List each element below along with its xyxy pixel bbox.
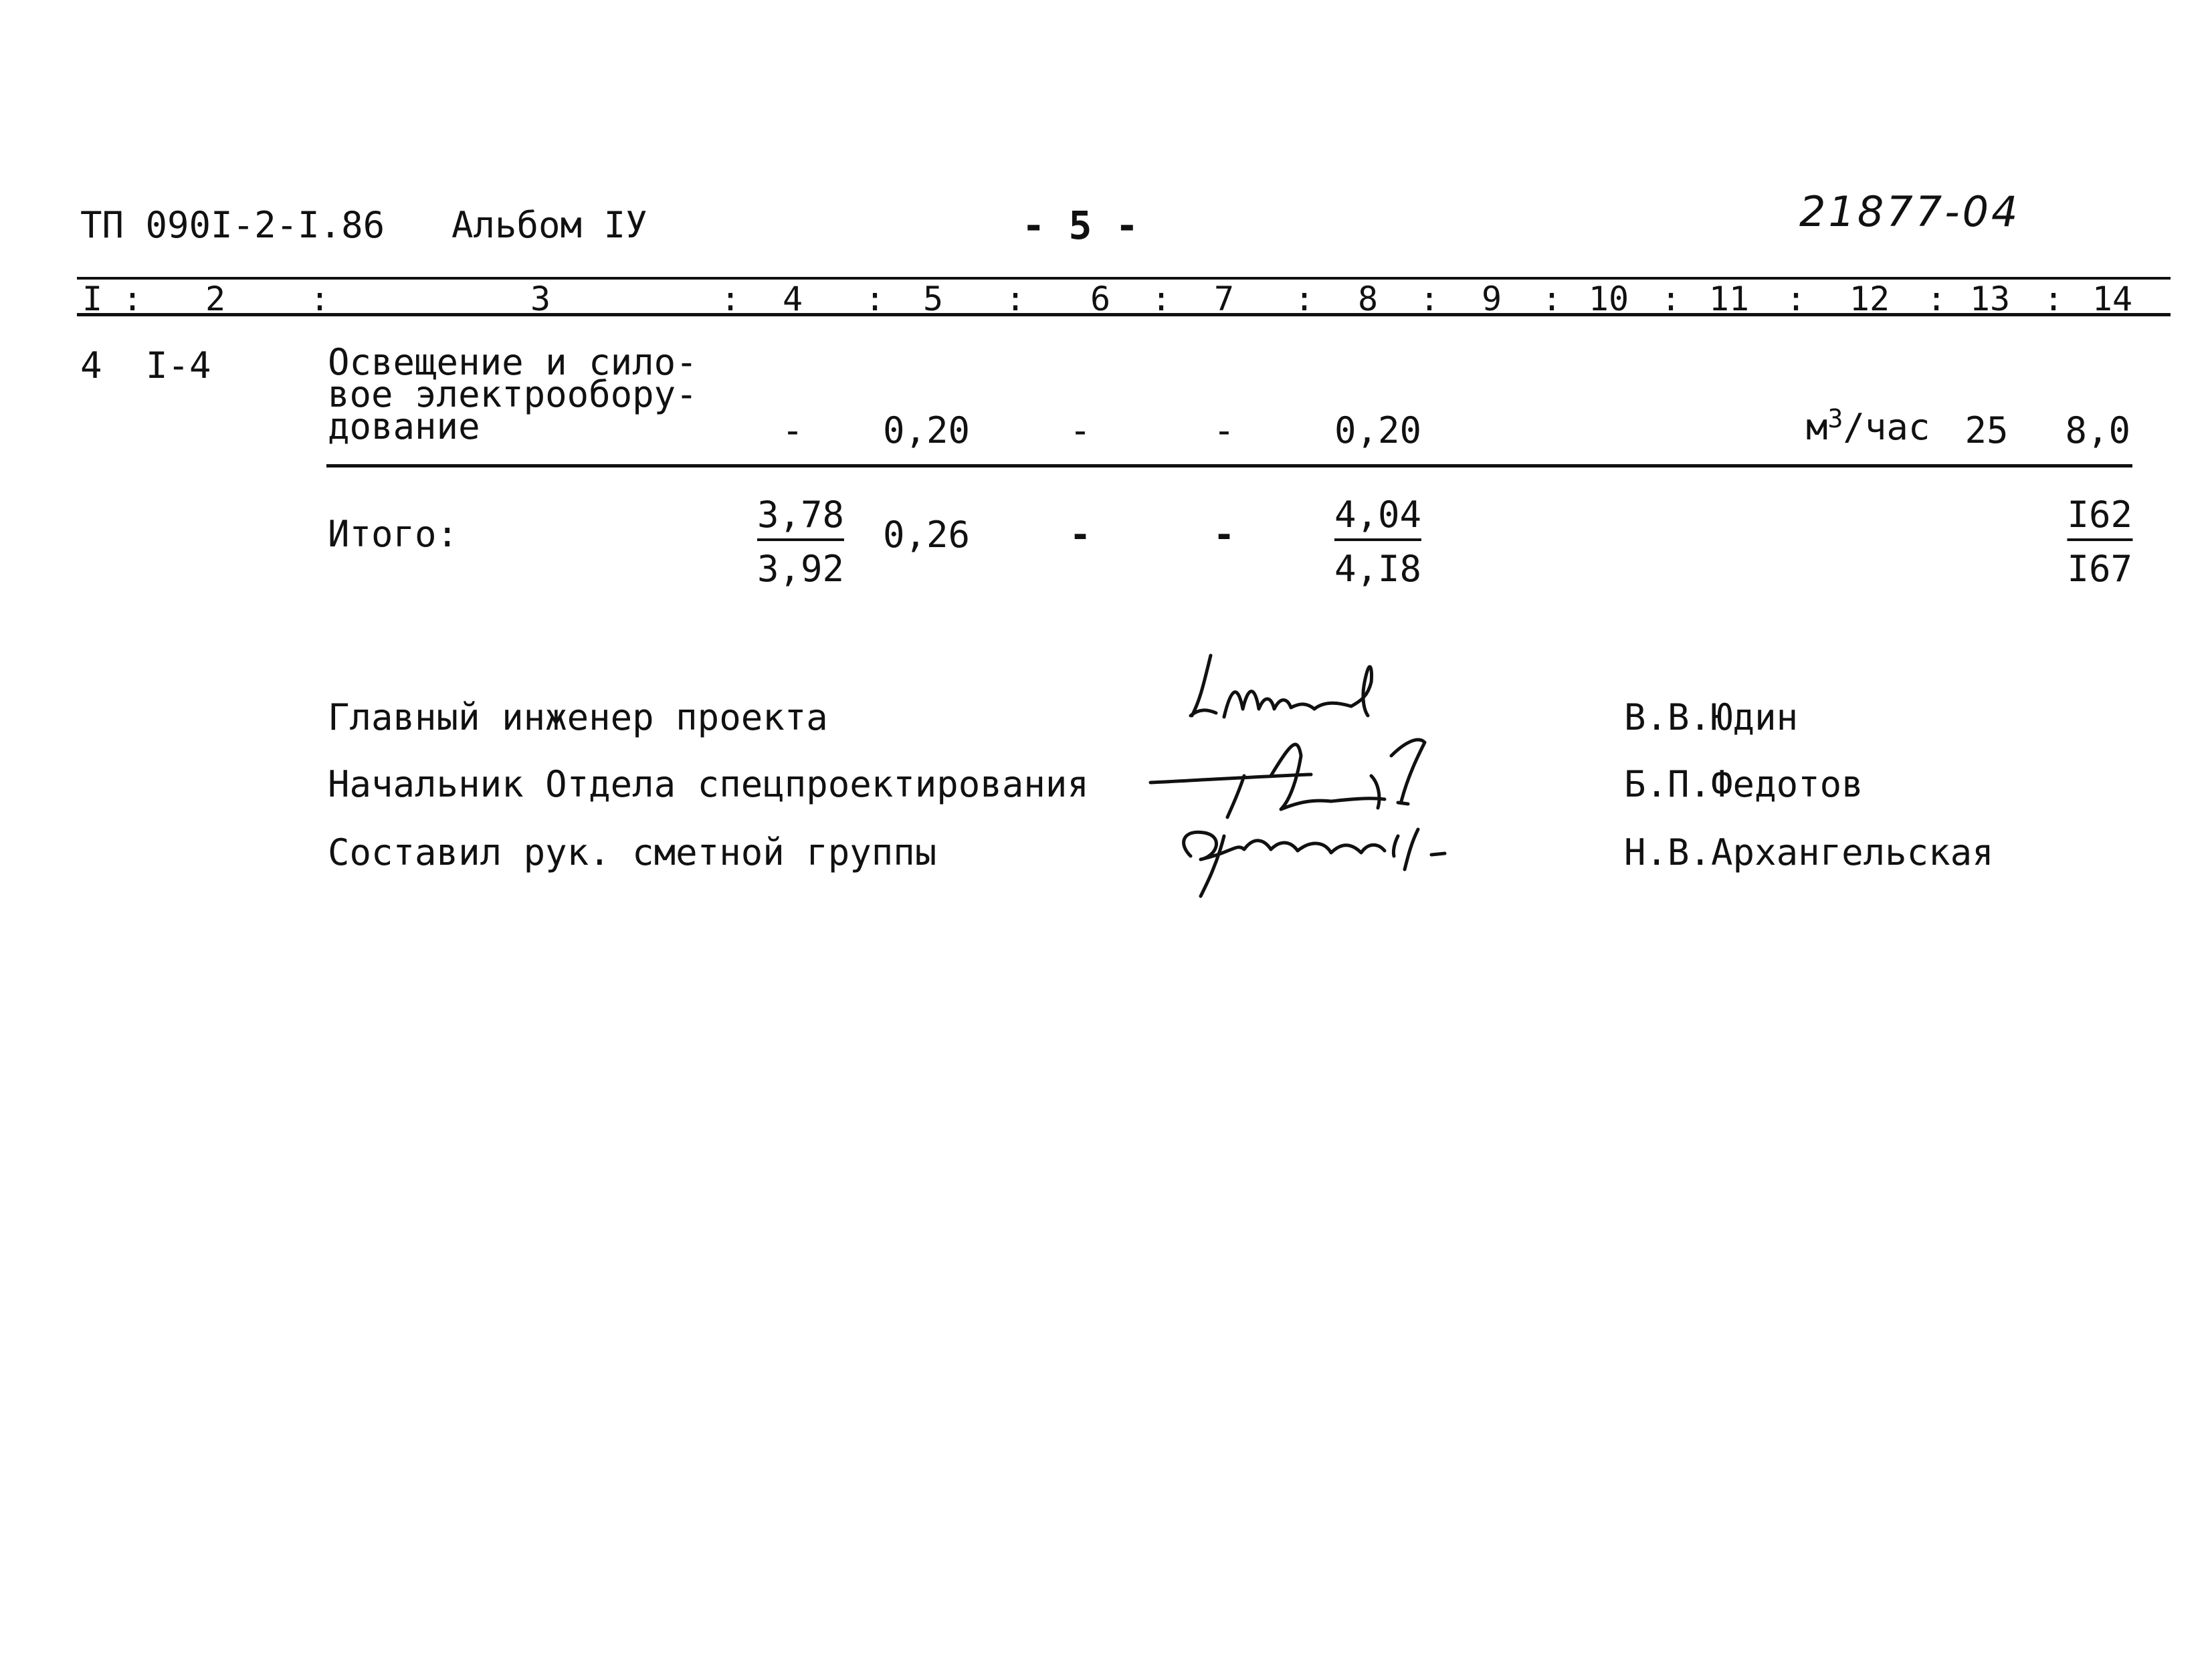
col-separator: : (1926, 280, 1947, 318)
total-col14-bottom: I67 (2067, 548, 2132, 590)
col-num-12: 12 (1849, 280, 1890, 318)
row-col7: - (1213, 409, 1235, 451)
total-col14 (2067, 494, 2132, 590)
total-col4-top: 3,78 (757, 494, 844, 541)
signature-title-department-head: Начальник Отдела спецпроектирования (328, 763, 1089, 805)
col-num-5: 5 (922, 280, 944, 318)
total-col7: - (1213, 514, 1235, 556)
row-col2: I-4 (146, 344, 211, 387)
signature-name-estimator: Н.В.Архангельская (1624, 831, 1994, 873)
col-separator: : (1541, 280, 1563, 318)
col-num-1: I (82, 280, 103, 318)
unit-rest: /час (1843, 406, 1930, 448)
col-separator: : (720, 280, 741, 318)
col-num-6: 6 (1090, 280, 1111, 318)
col-num-3: 3 (530, 280, 551, 318)
total-col5: 0,26 (882, 514, 971, 556)
col-num-7: 7 (1213, 280, 1235, 318)
page-number: - 5 - (1021, 203, 1139, 248)
row-col4: - (781, 409, 804, 451)
signature-name-department-head: Б.П.Федотов (1624, 763, 1864, 805)
col-separator: : (1294, 280, 1315, 318)
col-num-9: 9 (1481, 280, 1502, 318)
description-line: вое электрообору- (328, 373, 698, 415)
col-num-10: 10 (1588, 280, 1629, 318)
total-label: Итого: (328, 513, 459, 555)
unit-superscript: 3 (1827, 404, 1843, 433)
col-separator: : (122, 280, 143, 318)
total-col8-bottom: 4,I8 (1334, 548, 1421, 590)
signature-name-chief-engineer: В.В.Юдин (1624, 696, 1799, 738)
col-separator: : (1150, 280, 1172, 318)
album-label: Альбом IУ (451, 204, 647, 246)
col-num-8: 8 (1357, 280, 1379, 318)
unit-base: м (1806, 406, 1828, 448)
total-col4 (757, 494, 844, 590)
signature-stroke-3 (1184, 829, 1445, 896)
total-col6: - (1069, 514, 1092, 556)
row-col14: 8,0 (2065, 409, 2130, 451)
archive-number: 21877-04 (1799, 187, 2021, 236)
total-col8 (1334, 494, 1421, 590)
row-divider (326, 464, 2132, 468)
col-separator: : (309, 280, 330, 318)
row-col6: - (1069, 409, 1092, 451)
col-separator: : (1785, 280, 1807, 318)
col-separator: : (1005, 280, 1026, 318)
row-col1: 4 (80, 344, 102, 387)
description-line: дование (328, 405, 480, 447)
col-separator: : (1419, 280, 1440, 318)
col-num-14: 14 (2092, 280, 2133, 318)
col-num-4: 4 (782, 280, 803, 318)
col-separator: : (864, 280, 886, 318)
handwritten-signatures (1137, 642, 1579, 910)
col-num-13: 13 (1969, 280, 2011, 318)
row-col5: 0,20 (882, 409, 971, 451)
col-num-2: 2 (205, 280, 226, 318)
signature-stroke-2 (1150, 740, 1425, 817)
description-line: Освещение и сило- (328, 341, 698, 383)
row-col13: 25 (1965, 409, 2009, 451)
total-col14-top: I62 (2067, 494, 2132, 541)
col-num-11: 11 (1708, 280, 1750, 318)
signature-title-estimator: Составил рук. сметной группы (328, 831, 937, 873)
signature-title-chief-engineer: Главный инженер проекта (328, 696, 828, 738)
row-col12-unit (1806, 404, 1930, 448)
signature-stroke-1 (1191, 655, 1372, 717)
col-separator: : (2043, 280, 2064, 318)
doc-code: ТП 090I-2-I.86 (80, 204, 385, 246)
row-col8: 0,20 (1334, 409, 1422, 451)
total-col4-bottom: 3,92 (757, 548, 844, 590)
row-description (328, 341, 698, 447)
col-separator: : (1660, 280, 1682, 318)
total-col8-top: 4,04 (1334, 494, 1421, 541)
